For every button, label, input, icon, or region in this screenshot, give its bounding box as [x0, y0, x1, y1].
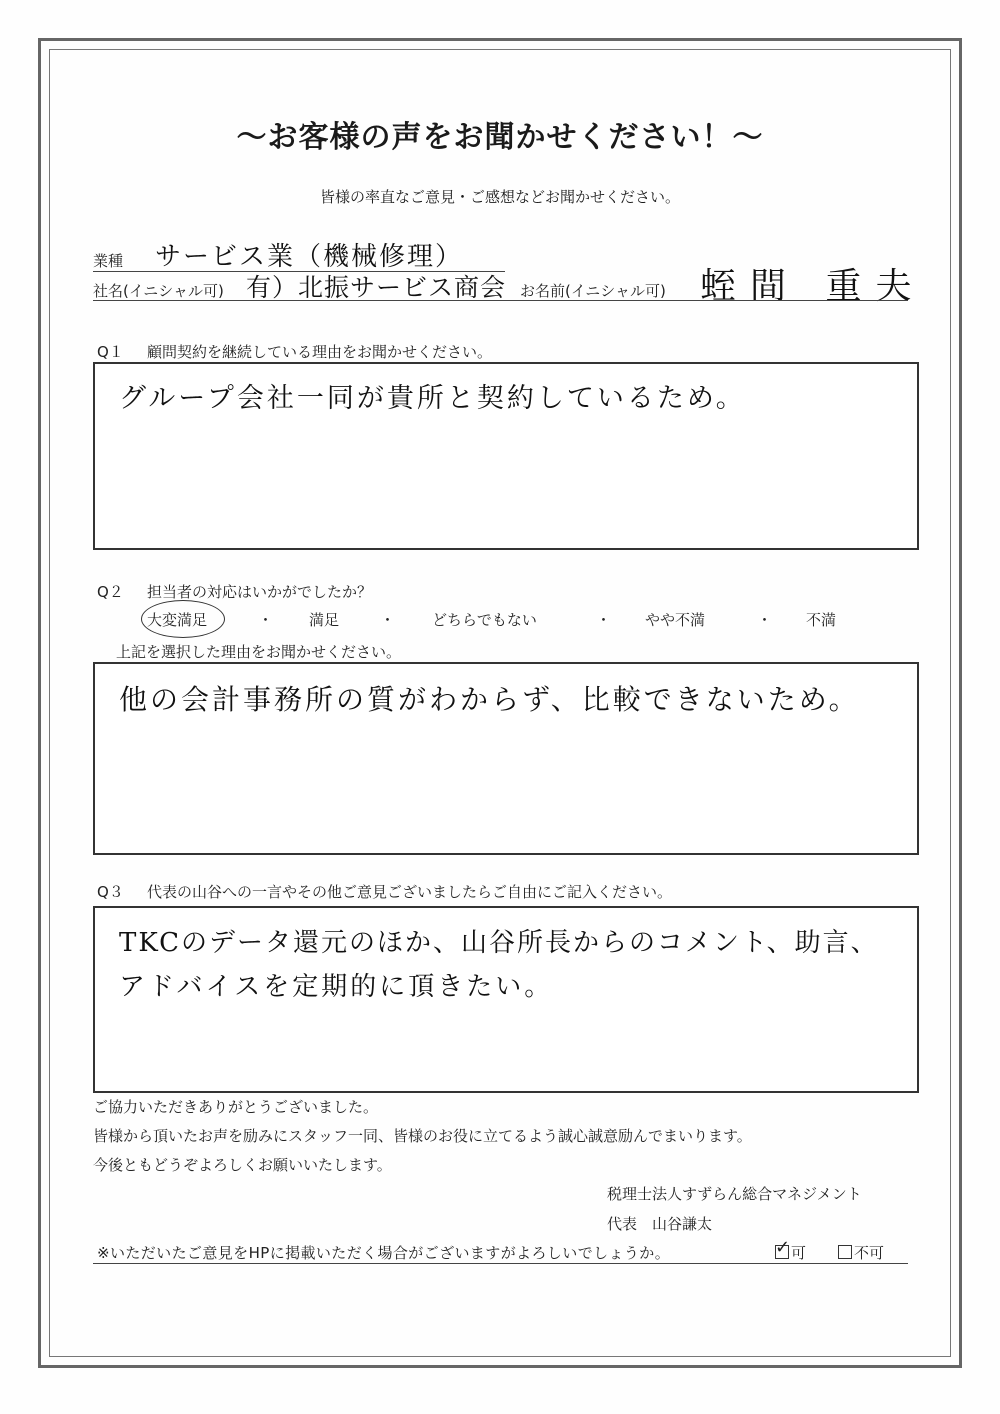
consent-underline	[93, 1263, 908, 1264]
page-subtitle: 皆様の率直なご意見・ご感想などお聞かせください。	[319, 188, 680, 206]
q2-separator: ・	[258, 611, 274, 629]
consent-yes-checkbox[interactable]	[775, 1237, 791, 1259]
q1-answer-text: グループ会社一同が貴所と契約しているため。	[119, 383, 746, 414]
consent-question: ※いただいたご意見をHPに掲載いただく場合がございますがよろしいでしょうか。	[97, 1244, 671, 1262]
industry-value[interactable]: サービス業（機械修理）	[155, 242, 464, 272]
organization-name: 税理士法人すずらん総合マネジメント	[607, 1185, 862, 1203]
company-value[interactable]: 有）北振サービス商会	[246, 273, 507, 302]
q2-option-satisfied[interactable]: 満足	[309, 611, 340, 629]
consent-yes-label: 可	[791, 1244, 807, 1262]
closing-message: 皆様から頂いたお声を励みにスタッフ一同、皆様のお役に立てるよう誠心誠意励んでまいります。	[93, 1127, 752, 1145]
q3-answer-box[interactable]	[93, 906, 919, 1093]
closing-thanks: ご協力いただきありがとうございました。	[93, 1098, 379, 1116]
representative-name: 代表 山谷謙太	[607, 1215, 713, 1233]
q3-question: 代表の山谷への一言やその他ご意見ございましたらご自由にご記入ください。	[147, 883, 673, 901]
company-name-underline	[93, 300, 908, 301]
q2-separator: ・	[380, 611, 396, 629]
industry-label: 業種	[93, 252, 124, 270]
consent-no-label: 不可	[854, 1244, 885, 1262]
q2-label: Q２	[97, 583, 124, 601]
q2-question: 担当者の対応はいかがでしたか？	[147, 583, 373, 601]
closing-regards: 今後ともどうぞよろしくお願いいたします。	[93, 1156, 392, 1174]
q2-separator: ・	[757, 611, 773, 629]
q2-reason-prompt: 上記を選択した理由をお聞かせください。	[116, 643, 402, 661]
q2-option-somewhat-dissatisfied[interactable]: やや不満	[645, 611, 706, 629]
page-title: 〜お客様の声をお聞かせください！〜	[236, 120, 764, 155]
consent-yes-option[interactable]	[775, 1237, 807, 1263]
q2-answer-box[interactable]	[93, 662, 919, 855]
q2-separator: ・	[596, 611, 612, 629]
consent-no-option[interactable]	[838, 1242, 884, 1263]
check-mark-icon: ✓	[775, 1237, 791, 1258]
q1-answer-box[interactable]	[93, 362, 919, 550]
consent-no-checkbox[interactable]	[838, 1245, 852, 1259]
q3-label: Q３	[97, 883, 124, 901]
name-label: お名前(イニシャル可)	[520, 282, 666, 300]
q2-option-very-satisfied[interactable]: 大変満足	[147, 611, 208, 629]
q3-answer-line-2: アドバイスを定期的に頂きたい。	[119, 972, 554, 1002]
q3-answer-line-1: TKCのデータ還元のほか、山谷所長からのコメント、助言、	[119, 928, 879, 958]
q2-option-neutral[interactable]: どちらでもない	[432, 611, 537, 629]
q2-option-dissatisfied[interactable]: 不満	[806, 611, 837, 629]
name-value[interactable]: 蛭間 重夫	[700, 266, 926, 307]
q1-label: Q１	[97, 343, 124, 361]
q2-answer-text: 他の会計事務所の質がわからず、比較できないため。	[119, 683, 860, 716]
q1-question: 顧問契約を継続している理由をお聞かせください。	[147, 343, 493, 361]
company-label: 社名(イニシャル可)	[93, 282, 224, 300]
